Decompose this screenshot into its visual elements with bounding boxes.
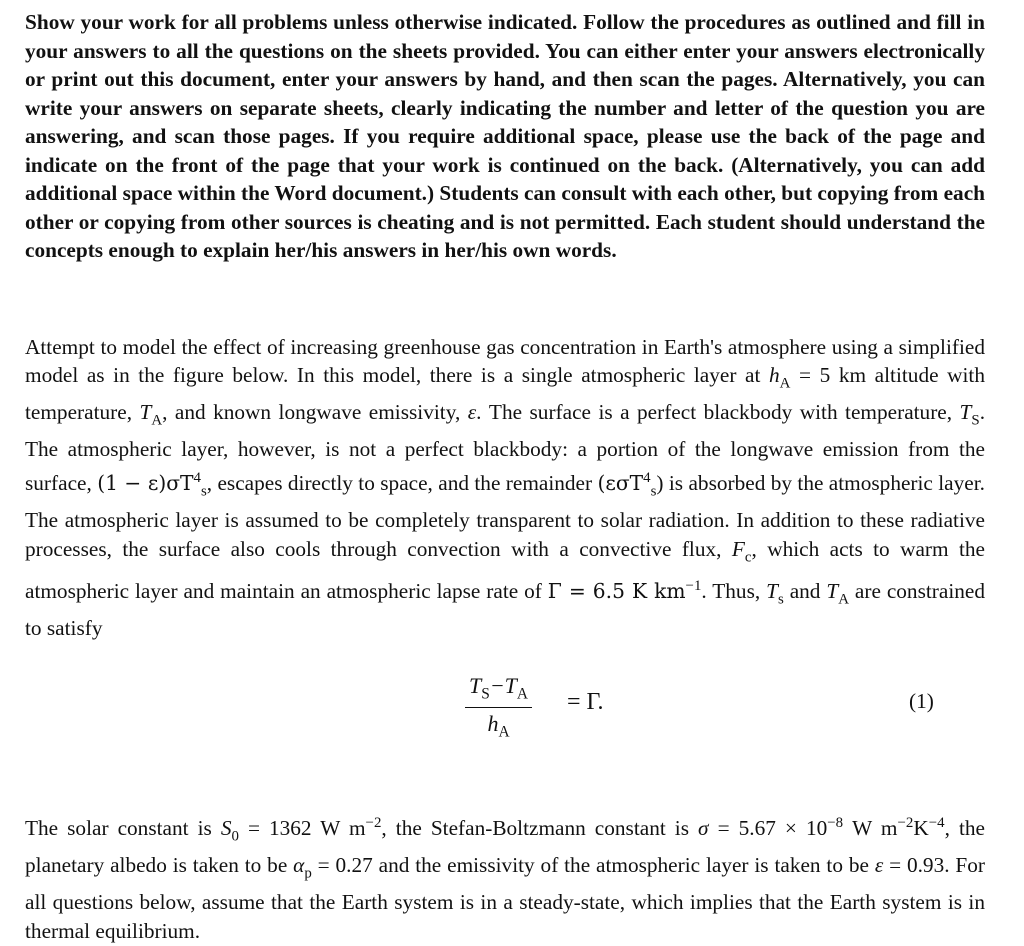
model-text-1: Attempt to model the effect of increasing greenhouse gas concentration in Earth's atmosphere using a simplified model as in the figure below. In this model, there is a single atmospheric layer at [25,334,985,388]
constants-power-4: −4 [928,815,945,832]
model-text-5: . The atmospheric layer, however, is not a perfect blackbody: a portion of the longwave emission from the surface, [25,400,986,496]
constants-text-6: K [913,816,929,841]
absorbed-expression-close: ) [656,471,664,496]
absorbed-expression-power: 4 [643,470,651,487]
model-text-8: , which acts to warm the atmospheric layer and maintain an atmospheric lapse rate of [25,537,985,604]
fc-subscript: c [744,549,752,566]
s0-subscript: 0 [231,828,239,845]
s0-symbol: S [220,816,232,841]
numerator-ts-sub: S [481,685,490,703]
constants-paragraph [25,809,985,946]
instructions-paragraph: Show your work for all problems unless otherwise indicated. Follow the procedures as outlined and fill in your answers to all the questions on the sheets provided. You can either enter your answers electronically or print out this document, enter your answers by hand, and then scan the pages. Alternatively, you can write your answers on separate sheets, clearly indicating the number and letter of the question you are answering, and scan those pages. If you require additional space, please use the back of the page and indicate on the front of the page that your work is continued on the back. (Alternatively, you can add additional space within the Word document.) Students can consult with each other, but copying from each other or copying from other sources is cheating and is not permitted. Each student should understand the concepts enough to explain her/his answers in her/his own words. [25,10,985,262]
numerator-ts: T [469,673,482,699]
absorbed-expression: (εσT [597,471,644,496]
ts-subscript: S [971,412,980,429]
ta2-subscript: A [838,591,849,608]
constants-text-1: The solar constant is [25,816,221,841]
constants-text-7: , the planetary albedo is taken to be [25,816,985,878]
fc-symbol: F [731,537,745,562]
model-text-9: . Thus, [701,579,767,604]
model-text-2: = 5 km altitude with temperature, [25,363,985,425]
lapse-rate-power: −1 [685,578,702,595]
ts2-subscript: s [777,591,784,608]
epsilon-symbol-2: ε [874,853,884,878]
equation-numerator [465,673,532,707]
constants-text-5: W m [843,816,898,841]
constants-text-8: = 0.27 and the emissivity of the atmospheric layer is taken to be [311,853,875,878]
ts-symbol: T [959,400,972,425]
constants-text-3: , the Stefan-Boltzmann constant is [381,816,699,841]
equation-denominator [465,708,532,741]
constants-text-9: = 0.93. For all questions below, assume that the Earth system is in a steady-state, which implies that the Earth system is in thermal equilibrium. [25,853,985,944]
equation-rhs: = Γ. [567,689,604,716]
constants-text-2: = 1362 W m [238,816,366,841]
escape-expression: (1 − ε)σT [97,471,194,496]
numerator-ta-sub: A [516,685,529,703]
sigma-symbol: σ [698,816,709,841]
document-page [25,8,985,946]
lapse-rate-expression: Γ = 6.5 K km [547,579,686,604]
ts2-symbol: T [766,579,778,604]
constants-power-1: −2 [365,815,382,832]
ta2-symbol: T [826,579,839,604]
model-text-10: and [783,579,827,604]
constants-text-4: = 5.67 × 10 [708,816,828,841]
constants-power-2: −8 [827,815,844,832]
denominator-h: h [487,710,499,736]
equation-number: (1) [909,689,934,714]
model-text-4: . The surface is a perfect blackbody with temperature, [476,400,960,425]
h-subscript: A [779,375,791,392]
lapse-rate-equation [25,665,985,775]
equation-fraction [465,673,532,741]
ta-subscript: A [151,412,163,429]
constants-power-3: −2 [897,815,914,832]
escape-expression-power: 4 [193,470,201,487]
model-text-3: , and known longwave emissivity, [162,400,468,425]
alpha-symbol: α [293,853,305,878]
model-description-paragraph [25,333,985,644]
numerator-minus-ta: −T [489,673,517,699]
absorbed-expression-sub: s [650,483,657,500]
model-text-11: are constrained to satisfy [25,579,985,641]
escape-expression-sub: s [200,483,207,500]
model-text-7: is absorbed by the atmospheric layer. The atmospheric layer is assumed to be completely transparent to solar radiation. In addition to these radiative processes, the surface also cools through convection with a convective flux, [25,471,985,562]
model-text-6: , escapes directly to space, and the remainder [206,471,598,496]
alpha-subscript: p [304,865,312,882]
epsilon-symbol: ε [467,400,477,425]
ta-symbol: T [139,400,152,425]
h-symbol: h [769,363,780,388]
denominator-h-sub: A [498,722,510,740]
